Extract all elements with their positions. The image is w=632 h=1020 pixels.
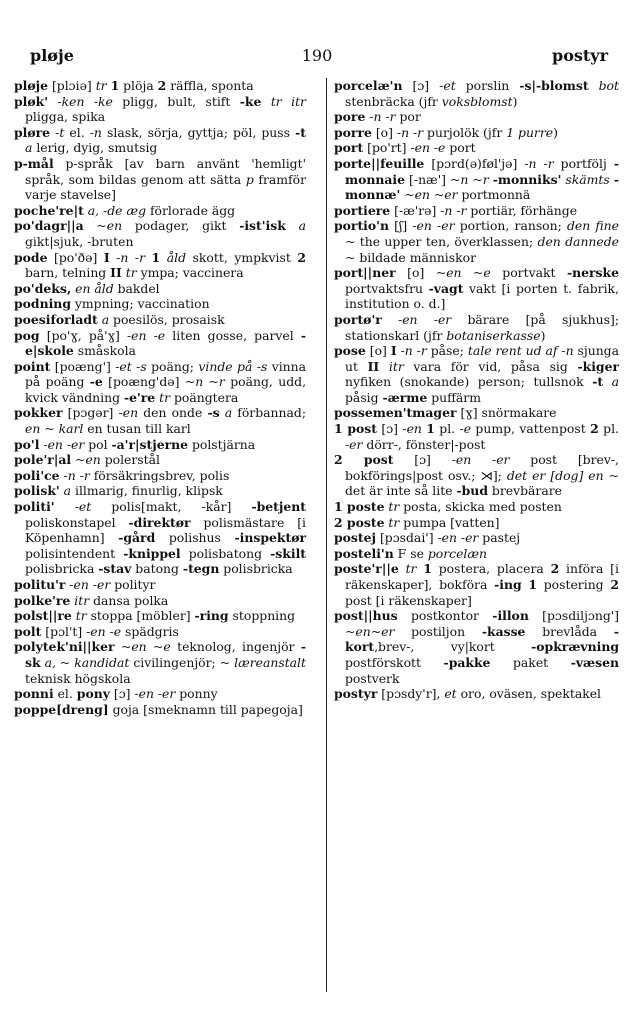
dictionary-entry: politu'r -en -er polityr: [14, 577, 156, 592]
dictionary-entry: pløre -t el. -n slask, sörja, gyttja; pöl, puss -t a lerig, dyig, smutsig: [14, 124, 306, 156]
dictionary-entry: po'dagr||a ~en podager, gikt -ist'isk a gikt|sjuk, -bruten: [14, 218, 306, 249]
dictionary-entry: pore -n -r por: [334, 109, 421, 125]
dictionary-entry: polst||re tr stoppa [möbler] -ring stoppning: [14, 608, 296, 624]
dictionary-entry: port||ner [o] ~en ~e portvakt -nerske portvaktsfru -vagt vakt [i porten t. fabrik, institution o. d.]: [334, 265, 619, 312]
dictionary-entry: po'deks, en åld bakdel: [14, 280, 160, 296]
dictionary-entry: possemen'tmager [ɣ] snörmakare: [334, 405, 557, 421]
dictionary-entry: portiere [-æ'rə] -n -r portiär, förhänge: [334, 202, 578, 218]
dictionary-entry: point [poæng'] -et -s poäng; vinde på -s vinna på poäng -e [poæng'də] ~n ~r poäng, udd, kvick vändning -e're tr poängtera: [14, 358, 307, 405]
dictionary-entry: po'l -en -er pol -a'r|stjerne polstjärna: [14, 436, 256, 452]
dictionary-entry: 1 post [ɔ] -en 1 pl. -e pump, vattenpost 2 pl. -er dörr-, fönster|-post: [334, 421, 619, 452]
dictionary-entry: posteli'n F se porcelæn: [334, 545, 488, 561]
dictionary-entry: post||hus postkontor -illon [pɔsdiljɔng'] ~en~er postiljon -kasse brevlåda -kort,brev-, vy|kort -opkrævning postförskott -pakke paket -væsen postverk: [334, 608, 620, 686]
dictionary-entry: p-mål p-språk [av barn använt 'hemligt' språk, som bildas genom att sätta p framför varje stavelse]: [14, 155, 306, 203]
dictionary-entry: porcelæ'n [ɔ] -et porslin -s|-blomst bot stenbräcka (jfr voksblomst): [334, 78, 619, 109]
dictionary-entry: podning ympning; vaccination: [14, 296, 210, 312]
dictionary-entry: 2 post [ɔ] -en -er post [brev-, bokförings|post osv.; ⋊]; det er [dog] en ~ det är inte så lite -bud brevbärare: [334, 452, 619, 499]
dictionary-entry: politi' -et polis[makt, -kår] -betjent poliskonstapel -direktør polismästare [i Köpenhamn] -gård polishus -inspektør polisintendent -knippel polisbatong -skilt polisbricka -stav batong -tegn polisbricka: [14, 499, 307, 577]
page-header: [22, 46, 612, 68]
dictionary-entry: postej [pɔsdai'] -en -er pastej: [334, 530, 521, 546]
page-number: 190: [301, 46, 333, 65]
dictionary-entry: poesiforladt a poesilös, prosaisk: [14, 311, 225, 327]
right-column: [334, 78, 619, 702]
dictionary-entry: pløk' -ken -ke pligg, bult, stift -ke tr itr pligga, spika: [14, 93, 306, 125]
dictionary-entry: polke're itr dansa polka: [14, 592, 169, 608]
dictionary-entry: poli'ce -n -r försäkringsbrev, polis: [14, 467, 230, 483]
dictionary-entry: portio'n [ʃ] -en -er portion, ranson; den fine ~ the upper ten, överklassen; den dannede ~ bildade människor: [334, 218, 619, 265]
dictionary-entry: pløje [plɔiə] tr 1 plöja 2 räffla, sponta: [14, 78, 254, 93]
header-right-guide-word: postyr: [552, 46, 608, 65]
dictionary-entry: ponni el. pony [ɔ] -en -er ponny: [14, 686, 218, 702]
dictionary-entry: pose [o] I -n -r påse; tale rent ud af -n sjunga ut II itr vara för vid, påsa sig -kiger nyfiken (snokande) person; tullsnok -t a påsig -ærme puffärm: [334, 343, 620, 405]
dictionary-entry: polisk' a illmarig, finurlig, klipsk: [14, 483, 223, 499]
dictionary-entry: pole'r|al ~en polerstål: [14, 452, 160, 468]
dictionary-entry: pode [po'ðə] I -n -r 1 åld skott, ympkvist 2 barn, telning II tr ympa; vaccinera: [14, 249, 306, 281]
dictionary-entry: polt [pɔl't] -en -e spädgris: [14, 623, 179, 639]
dictionary-entry: poche're|t a, -de æg förlorade ägg: [14, 202, 236, 218]
dictionary-entry: polytek'ni||ker ~en ~e teknolog, ingenjör -sk a, ~ kandidat civilingenjör; ~ læreanstalt teknisk högskola: [14, 639, 307, 686]
dictionary-entry: poppe[dreng] goja [smeknamn till papegoja]: [14, 701, 303, 717]
dictionary-entry: 1 poste tr posta, skicka med posten: [334, 499, 562, 515]
column-divider: [326, 78, 327, 992]
header-left-guide-word: pløje: [30, 46, 74, 65]
dictionary-entry: portø'r -en -er bärare [på sjukhus]; stationskarl (jfr botaniserkasse): [334, 311, 619, 343]
dictionary-entry: poste'r||e tr 1 postera, placera 2 införa [i räkenskaper], bokföra -ing 1 postering 2 post [i räkenskaper]: [334, 561, 619, 608]
dictionary-entry: pokker [pɔgər] -en den onde -s a förbannad; en ~ karl en tusan till karl: [14, 405, 306, 437]
dictionary-entry: postyr [pɔsdy'r], et oro, oväsen, spektakel: [334, 686, 602, 702]
dictionary-entry: 2 poste tr pumpa [vatten]: [334, 514, 500, 530]
dictionary-entry: porre [o] -n -r purjolök (jfr 1 purre): [334, 124, 558, 140]
left-column: [14, 78, 306, 717]
dictionary-entry: porte||feuille [pɔrd(ə)føl'jə] -n -r portfölj -monnaie [-næ'] ~n ~r -monniks' skämts -monnæ' ~en ~er portmonnä: [334, 155, 619, 203]
dictionary-entry: pog [po'ɣ, på'ɣ] -en -e liten gosse, parvel -e|skole småskola: [14, 327, 306, 359]
dictionary-entry: port [po'rt] -en -e port: [334, 140, 476, 156]
